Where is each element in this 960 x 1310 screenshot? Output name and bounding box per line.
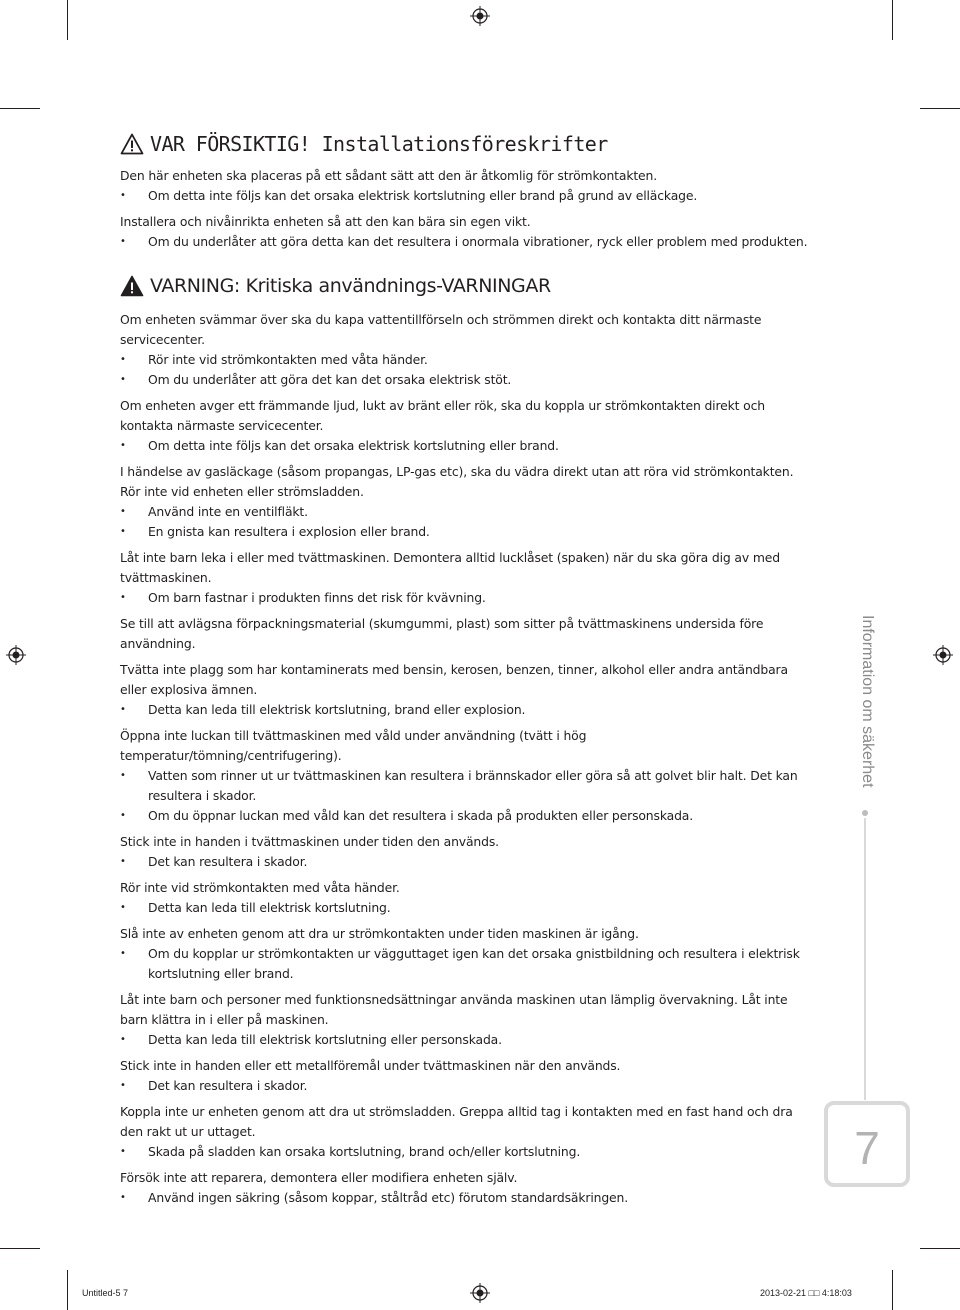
caution-heading [120,130,810,158]
bullet-item: • Skada på sladden kan orsaka kortslutning, brand och/eller kortslutning. [120,1142,810,1162]
paragraph: Tvätta inte plagg som har kontaminerats med bensin, kerosen, benzen, tinner, alkohol eller andra antändbara eller explosiva ämnen. [120,662,788,697]
paragraph: Se till att avlägsna förpackningsmaterial (skumgummi, plast) som sitter på tvättmaskinens undersida före användning. [120,616,764,651]
paragraph: Låt inte barn och personer med funktionsnedsättningar använda maskinen utan lämplig övervakning. Låt inte barn klättra in i eller på maskinen. [120,992,788,1027]
crop-mark [67,1270,68,1310]
bullet-item: • Om du kopplar ur strömkontakten ur vägguttaget igen kan det orsaka gnistbildning och resultera i elektrisk kortslutning eller brand. [120,944,810,984]
side-dot [862,810,868,816]
paragraph: Den här enheten ska placeras på ett sådant sätt att den är åtkomlig för strömkontakten. [120,168,658,183]
crop-mark [67,0,68,40]
warning-triangle-icon [120,275,144,297]
side-section-label-text: Information om säkerhet [859,615,876,788]
registration-mark-icon [470,1283,490,1303]
bullet-item: • Använd ingen säkring (såsom koppar, ståltråd etc) förutom standardsäkringen. [120,1188,810,1208]
bullet-item: • Använd inte en ventilfläkt. [120,502,810,522]
bullet-item: • Vatten som rinner ut ur tvättmaskinen kan resultera i brännskador eller göra så att golvet blir halt. Det kan resultera i skador. [120,766,810,806]
bullet-item: • Om detta inte följs kan det orsaka elektrisk kortslutning eller brand. [120,436,810,456]
registration-mark-icon [933,645,953,665]
bullet-item: • Det kan resultera i skador. [120,852,810,872]
caution-body [120,166,810,252]
paragraph: Öppna inte luckan till tvättmaskinen med våld under användning (tvätt i hög temperatur/tömning/centrifugering). [120,728,587,763]
bullet-item: • En gnista kan resultera i explosion eller brand. [120,522,810,542]
bullet-item: • Om du öppnar luckan med våld kan det resultera i skada på produkten eller personskada. [120,806,810,826]
bullet-item: • Om detta inte följs kan det orsaka elektrisk kortslutning eller brand på grund av elläckage. [120,186,810,206]
bullet-item: • Det kan resultera i skador. [120,1076,810,1096]
paragraph: Slå inte av enheten genom att dra ur strömkontakten under tiden maskinen är igång. [120,926,639,941]
paragraph: Försök inte att reparera, demontera eller modifiera enheten själv. [120,1170,518,1185]
crop-mark [892,0,893,40]
footer-left: Untitled-5 7 [82,1288,129,1298]
paragraph: Låt inte barn leka i eller med tvättmaskinen. Demontera alltid lucklåset (spaken) när du ska göra dig av med tvättmaskinen. [120,550,780,585]
registration-mark-icon [6,645,26,665]
bullet-item: • Detta kan leda till elektrisk kortslutning. [120,898,810,918]
caution-triangle-icon [120,133,144,155]
registration-mark-icon [470,6,490,26]
warning-body [120,310,810,1208]
crop-mark [892,1270,893,1310]
bullet-item: • Om barn fastnar i produkten finns det risk för kvävning. [120,588,810,608]
crop-mark [920,108,960,109]
paragraph: I händelse av gasläckage (såsom propangas, LP-gas etc), ska du vädra direkt utan att röra vid strömkontakten. Rör inte vid enheten eller strömsladden. [120,464,794,499]
bullet-item: • Om du underlåter att göra det kan det orsaka elektrisk stöt. [120,370,810,390]
side-section-label [852,615,876,805]
paragraph: Koppla inte ur enheten genom att dra ut strömsladden. Greppa alltid tag i kontakten med en fast hand och dra den rakt ut ur uttaget. [120,1104,793,1139]
paragraph: Installera och nivåinrikta enheten så att den kan bära sin egen vikt. [120,214,531,229]
paragraph: Om enheten svämmar över ska du kapa vattentillförseln och strömmen direkt och kontakta ditt närmaste servicecenter. [120,312,762,347]
caution-heading-text: VAR FÖRSIKTIG! Installationsföreskrifter [150,132,608,156]
paragraph: Stick inte in handen i tvättmaskinen under tiden den används. [120,834,499,849]
footer-right: 2013-02-21 □□ 4:18:03 [760,1288,852,1298]
warning-heading-text: VARNING: Kritiska användnings-VARNINGAR [150,275,551,297]
bullet-item: • Om du underlåter att göra detta kan det resultera i onormala vibrationer, ryck eller problem med produkten. [120,232,810,252]
crop-mark [920,1248,960,1249]
page-content [120,130,810,1208]
paragraph: Rör inte vid strömkontakten med våta händer. [120,880,400,895]
page-number-box [824,1101,910,1187]
paragraph: Om enheten avger ett främmande ljud, lukt av bränt eller rök, ska du koppla ur strömkontakten direkt och kontakta närmaste servicecenter. [120,398,765,433]
side-rule [864,818,866,1100]
bullet-item: • Detta kan leda till elektrisk kortslutning eller personskada. [120,1030,810,1050]
paragraph: Stick inte in handen eller ett metallföremål under tvättmaskinen när den används. [120,1058,621,1073]
page-number: 7 [854,1122,880,1174]
crop-mark [0,1248,40,1249]
crop-mark [0,108,40,109]
bullet-item: • Detta kan leda till elektrisk kortslutning, brand eller explosion. [120,700,810,720]
warning-heading [120,272,810,300]
bullet-item: • Rör inte vid strömkontakten med våta händer. [120,350,810,370]
